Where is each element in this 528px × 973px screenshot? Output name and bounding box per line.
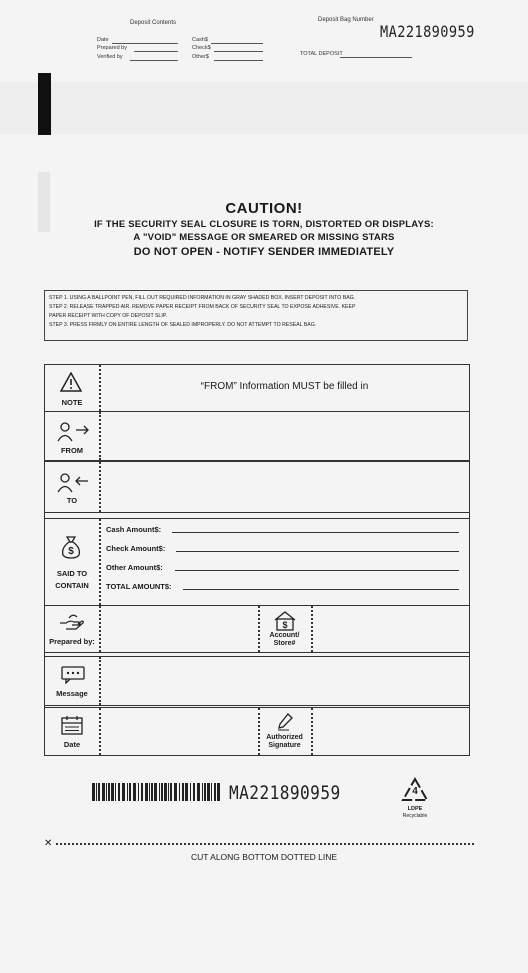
- date-line[interactable]: [112, 43, 178, 44]
- date-label: Date: [97, 37, 109, 43]
- message-icon: [61, 666, 85, 684]
- calendar-icon: [61, 715, 83, 735]
- barcode-bar: [98, 783, 100, 801]
- signature-label: Signature: [268, 742, 301, 749]
- total-deposit-line[interactable]: [340, 57, 412, 58]
- date-field[interactable]: [101, 711, 257, 753]
- scissors-icon: ✕: [44, 838, 53, 849]
- caution-line-3: DO NOT OPEN - NOTIFY SENDER IMMEDIATELY: [133, 246, 395, 258]
- barcode-bar: [129, 783, 131, 801]
- barcode-bar: [182, 783, 184, 801]
- prepared-by-field[interactable]: [101, 609, 257, 651]
- cash-amount-field[interactable]: [172, 532, 459, 533]
- barcode-bar: [161, 783, 163, 801]
- barcode-bar: [197, 783, 200, 801]
- account-store-field[interactable]: [313, 609, 467, 651]
- store-label: Store#: [273, 640, 296, 647]
- recycle-material: LDPE: [407, 806, 423, 812]
- barcode-bar: [133, 783, 136, 801]
- step-2: STEP 2. RELEASE TRAPPED AIR. REMOVE PAPER RECEIPT FROM BACK OF SECURITY SEAL TO EXPOSE ADHESIVE. KEEP: [49, 304, 356, 310]
- total-deposit-label: TOTAL DEPOSIT: [300, 51, 343, 57]
- said-to-label: SAID TO: [56, 569, 88, 578]
- prepared-by-form-label: Prepared by:: [49, 637, 95, 646]
- deposit-contents-heading: Deposit Contents: [130, 20, 177, 26]
- total-amounts-label: TOTAL AMOUNT$:: [106, 582, 172, 591]
- note-row: [45, 364, 469, 412]
- other-line[interactable]: [214, 60, 263, 61]
- barcode-bar: [217, 783, 220, 801]
- barcode-bar: [151, 783, 153, 801]
- check-label: Check$: [192, 45, 211, 51]
- barcode-bar: [214, 783, 216, 801]
- barcode-bar: [164, 783, 167, 801]
- other-label: Other$: [192, 54, 209, 60]
- authorized-signature-label: [258, 734, 311, 750]
- barcode-bar: [92, 783, 95, 801]
- prepared-row: [45, 605, 469, 653]
- step-3: STEP 3. PRESS FIRMLY ON ENTIRE LENGTH OF SEALED IMPROPERLY. DO NOT ATTEMPT TO RESEAL BAG.: [49, 322, 317, 328]
- barcode-bar: [193, 783, 195, 801]
- check-line[interactable]: [214, 51, 263, 52]
- barcode-bar: [96, 783, 97, 801]
- barcode-bar: [211, 783, 212, 801]
- barcode-bar: [190, 783, 191, 801]
- cash-line[interactable]: [211, 43, 263, 44]
- barcode-bar: [149, 783, 150, 801]
- authorized-label: Authorized: [266, 734, 303, 741]
- step-2-cont: PAPER RECEIPT WITH COPY OF DEPOSIT SLIP.: [49, 313, 167, 319]
- barcode-bar: [111, 783, 114, 801]
- barcode-bar: [154, 783, 157, 801]
- barcode-bar: [122, 783, 125, 801]
- caution-line-1: IF THE SECURITY SEAL CLOSURE IS TORN, DISTORTED OR DISPLAYS:: [94, 219, 434, 230]
- barcode: [92, 783, 222, 801]
- account-label: Account/: [269, 632, 300, 639]
- contain-label: CONTAIN: [55, 581, 89, 590]
- barcode-bar: [141, 783, 143, 801]
- signature-field[interactable]: [313, 711, 467, 753]
- svg-text:$: $: [68, 546, 74, 557]
- other-amount-field[interactable]: [175, 570, 459, 571]
- money-bag-icon: [60, 535, 82, 559]
- note-label: NOTE: [61, 398, 83, 407]
- barcode-bar: [115, 783, 116, 801]
- to-label: TO: [66, 496, 78, 505]
- caution-title: CAUTION!: [225, 200, 303, 217]
- account-store-label: [258, 632, 311, 648]
- person-arrow-left-icon: [57, 473, 91, 493]
- to-row[interactable]: [45, 461, 469, 513]
- bag-number-label: Deposit Bag Number: [318, 17, 374, 23]
- bag-number: MA221890959: [380, 22, 475, 41]
- barcode-bar: [202, 783, 203, 801]
- barcode-bar: [207, 783, 210, 801]
- barcode-number: MA221890959: [229, 782, 341, 804]
- deposit-form: [44, 364, 470, 756]
- date-form-label: Date: [63, 740, 81, 749]
- contents-row: [45, 518, 469, 606]
- from-label: FROM: [60, 446, 84, 455]
- message-label: Message: [56, 689, 88, 698]
- verified-by-label: Verified by: [97, 54, 123, 60]
- barcode-bar: [127, 783, 128, 801]
- store-icon: [273, 611, 297, 631]
- cut-line: [56, 843, 474, 845]
- message-row[interactable]: [45, 656, 469, 706]
- prepared-by-label: Prepared by: [97, 45, 127, 51]
- hand-icon: [59, 613, 85, 631]
- step-1: STEP 1. USING A BALLPOINT PEN, FILL OUT REQUIRED INFORMATION IN GRAY SHADED BOX. INSERT DEPOSIT INTO BAG.: [49, 295, 356, 301]
- recycle-number: 4: [412, 786, 418, 797]
- prepared-by-line[interactable]: [134, 51, 178, 52]
- cash-amount-label: Cash Amount$:: [106, 525, 162, 534]
- instructions-box: [44, 290, 468, 341]
- total-amounts-field[interactable]: [183, 589, 459, 590]
- person-arrow-right-icon: [57, 422, 91, 442]
- barcode-bar: [168, 783, 169, 801]
- cut-instructions: CUT ALONG BOTTOM DOTTED LINE: [190, 852, 338, 862]
- seal-strip: [0, 82, 528, 134]
- barcode-bar: [204, 783, 206, 801]
- date-signature-row: [45, 707, 469, 756]
- other-amount-label: Other Amount$:: [106, 563, 163, 572]
- barcode-bar: [170, 783, 172, 801]
- warning-icon: [60, 372, 82, 392]
- from-row[interactable]: [45, 411, 469, 461]
- barcode-bar: [138, 783, 139, 801]
- barcode-bar: [179, 783, 180, 801]
- barcode-bar: [106, 783, 107, 801]
- cash-label: Cash$: [192, 37, 208, 43]
- barcode-bar: [118, 783, 120, 801]
- pen-icon: [277, 713, 293, 731]
- barcode-bar: [145, 783, 148, 801]
- verified-by-line[interactable]: [130, 60, 178, 61]
- barcode-bar: [185, 783, 188, 801]
- svg-text:$: $: [282, 620, 288, 630]
- caution-line-2: A "VOID" MESSAGE OR SMEARED OR MISSING STARS: [133, 232, 395, 243]
- recycle-label: Recyclable: [402, 813, 428, 819]
- check-amount-field[interactable]: [176, 551, 459, 552]
- note-text: “FROM” Information MUST be filled in: [200, 381, 369, 392]
- barcode-bar: [174, 783, 177, 801]
- barcode-bar: [102, 783, 105, 801]
- check-amount-label: Check Amount$:: [106, 544, 166, 553]
- barcode-bar: [159, 783, 160, 801]
- barcode-bar: [108, 783, 110, 801]
